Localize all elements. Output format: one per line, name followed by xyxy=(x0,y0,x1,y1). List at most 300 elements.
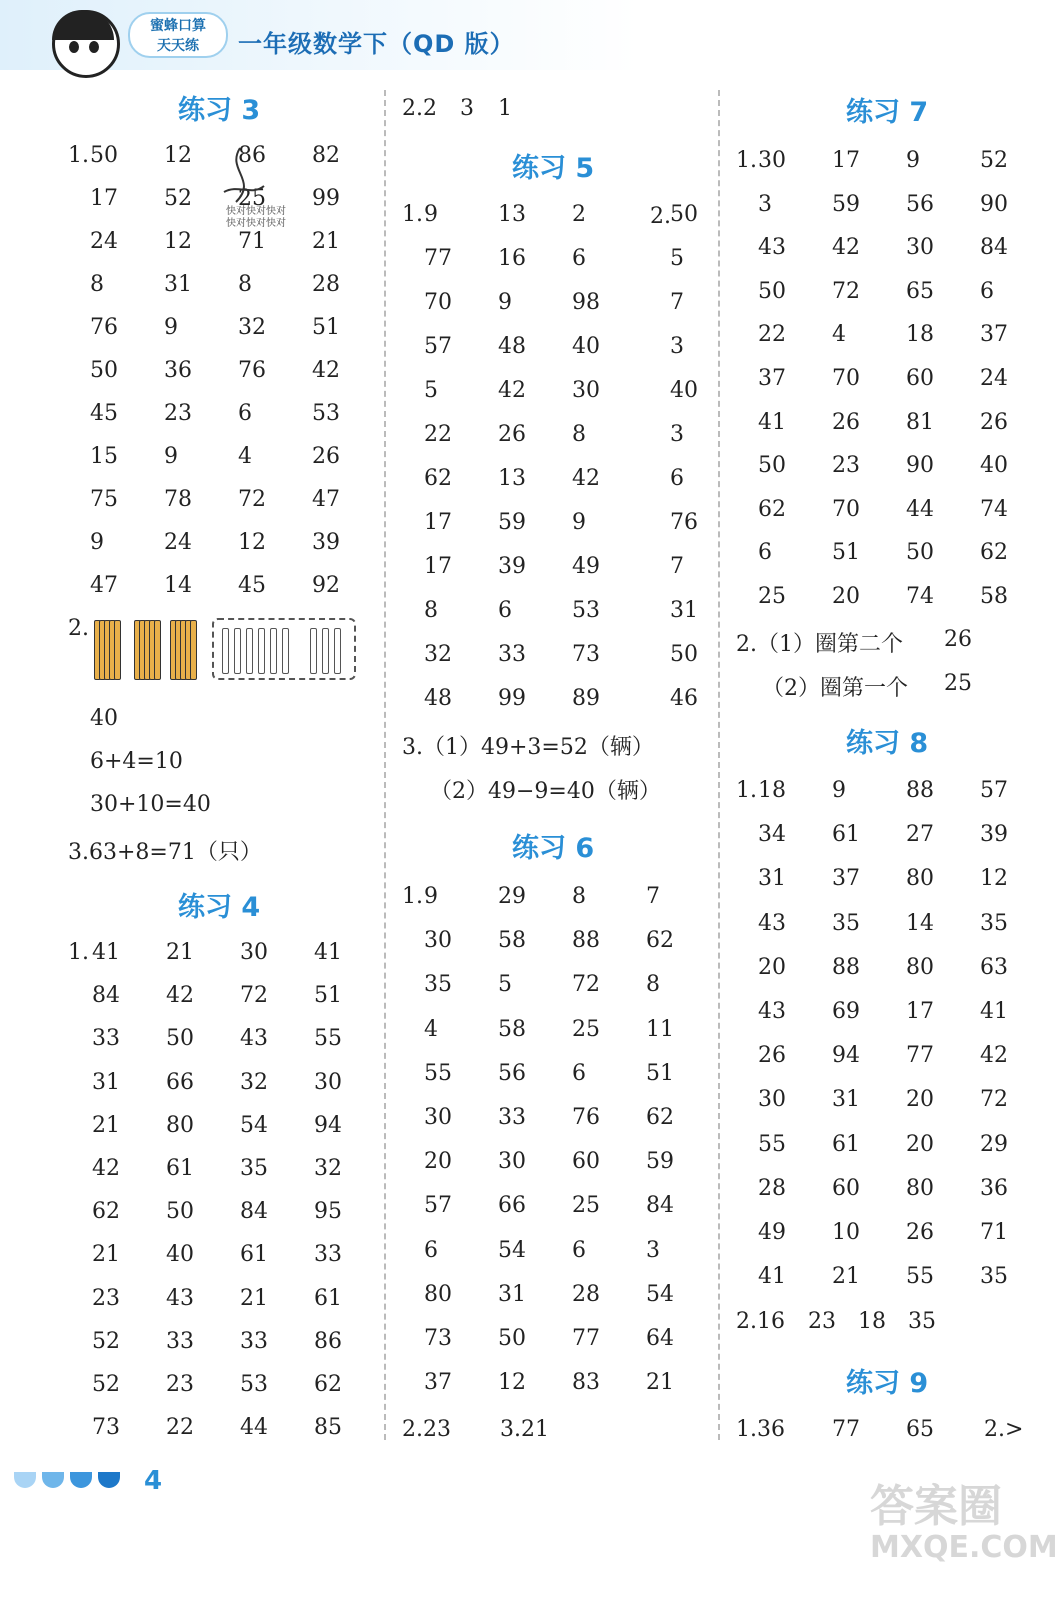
answer-cell: 78 xyxy=(164,487,192,512)
answer-line: 3.63+8=71（只） xyxy=(68,840,262,865)
answer-cell: 46 xyxy=(670,686,698,711)
answer-cell: 84 xyxy=(646,1193,674,1219)
answer-cell: 18 xyxy=(858,1309,886,1334)
answer-cell: 49 xyxy=(572,554,600,579)
answer-cell: 94 xyxy=(832,1043,860,1069)
answer-cell: 9 xyxy=(164,315,178,340)
answer-cell: 20 xyxy=(424,1149,452,1175)
answer-cell: 22 xyxy=(166,1415,194,1441)
answer-cell: 76 xyxy=(670,510,698,535)
answer-cell: 22 xyxy=(758,322,786,348)
answer-cell: 12 xyxy=(498,1370,526,1396)
answer-cell: 84 xyxy=(92,983,120,1009)
answer-cell: 81 xyxy=(906,409,934,435)
answer-cell: 37 xyxy=(832,866,860,892)
answer-cell: 24 xyxy=(164,530,192,555)
answer-cell: 12 xyxy=(238,530,266,555)
answer-line: （2）49−9=40（辆） xyxy=(430,779,661,804)
answer-cell: 25 xyxy=(572,1016,600,1042)
answer-cell: 20 xyxy=(906,1131,934,1157)
answer-cell: 41 xyxy=(92,940,120,965)
section-title-4: 练习 4 xyxy=(178,892,261,923)
answer-cell: 55 xyxy=(758,1131,786,1157)
answer-cell: 59 xyxy=(498,510,526,535)
answer-cell: 9 xyxy=(164,444,178,469)
section-title-5: 练习 5 xyxy=(512,153,595,184)
answer-cell: 48 xyxy=(498,334,526,359)
answer-cell: 43 xyxy=(166,1285,194,1311)
answer-cell: 50 xyxy=(906,540,934,566)
answer-cell: 41 xyxy=(980,999,1008,1024)
answer-cell: 62 xyxy=(314,1372,342,1397)
answer-cell: 2.2 xyxy=(402,96,437,121)
answer-cell: 86 xyxy=(238,143,266,168)
answer-cell: 33 xyxy=(498,1105,526,1130)
answer-cell: 43 xyxy=(758,235,786,261)
section-title-7: 练习 7 xyxy=(846,97,929,128)
answer-cell: 52 xyxy=(92,1328,120,1354)
answer-cell: 8 xyxy=(572,422,586,447)
answer-cell: 58 xyxy=(498,1016,526,1042)
answer-cell: 41 xyxy=(314,940,342,965)
answer-cell: 72 xyxy=(980,1087,1008,1113)
answer-cell: 27 xyxy=(906,822,934,848)
answer-cell: 3 xyxy=(460,96,474,121)
answer-cell: 56 xyxy=(906,191,934,217)
answer-cell: 4 xyxy=(832,322,846,348)
answer-cell: 42 xyxy=(832,235,860,261)
answer-cell: 88 xyxy=(832,954,860,980)
answer-cell: 95 xyxy=(314,1199,342,1225)
answer-cell: 3 xyxy=(670,334,684,359)
answer-cell: 26 xyxy=(498,422,526,447)
watermark-line1: 答案圈 xyxy=(870,1481,1002,1532)
section-title-8: 练习 8 xyxy=(846,728,929,759)
answer-cell: 72 xyxy=(572,972,600,998)
answer-cell: 37 xyxy=(980,322,1008,348)
answer-cell: 8 xyxy=(646,972,660,998)
question-label: 2. xyxy=(68,616,89,641)
answer-cell: 42 xyxy=(498,378,526,403)
watermark-line2: MXQE.COM xyxy=(870,1530,1058,1565)
answer-cell: 58 xyxy=(498,928,526,954)
answer-cell: 37 xyxy=(424,1370,452,1396)
answer-cell: 14 xyxy=(164,573,192,598)
answer-cell: 58 xyxy=(980,584,1008,609)
answer-cell: 32 xyxy=(240,1069,268,1095)
column-divider xyxy=(718,90,720,1440)
answer-line: 6+4=10 xyxy=(90,749,183,774)
answer-cell: 22 xyxy=(424,422,452,447)
note-line: 快对快对快对 xyxy=(226,206,286,217)
question-label: 1. xyxy=(402,202,423,227)
answer-cell: 9 xyxy=(424,884,438,909)
answer-cell: 42 xyxy=(166,983,194,1009)
answer-cell: 25 xyxy=(572,1193,600,1219)
answer-cell: 51 xyxy=(314,983,342,1009)
answer-cell: 3 xyxy=(758,191,772,217)
answer-cell: 33 xyxy=(166,1328,194,1354)
answer-cell: 30 xyxy=(906,235,934,261)
answer-cell: 17 xyxy=(90,186,118,211)
answer-cell: 9 xyxy=(832,778,846,803)
answer-cell: 70 xyxy=(832,366,860,391)
answer-cell: 25 xyxy=(238,186,266,211)
answer-cell: 62 xyxy=(424,466,452,491)
answer-cell: 6 xyxy=(238,401,252,426)
mascot-icon xyxy=(52,10,120,78)
answer-cell: 59 xyxy=(646,1149,674,1175)
answer-cell: 63 xyxy=(980,954,1008,980)
answer-cell: 3 xyxy=(670,422,684,447)
answer-cell: 23 xyxy=(92,1285,120,1311)
column-divider xyxy=(384,90,386,1440)
answer-cell: 69 xyxy=(832,999,860,1024)
answer-cell: 35 xyxy=(980,1264,1008,1290)
answer-cell: 61 xyxy=(314,1285,342,1311)
answer-cell: 70 xyxy=(832,496,860,522)
bundle-icon xyxy=(134,620,162,678)
answer-cell: 30 xyxy=(572,378,600,403)
answer-cell: 80 xyxy=(166,1112,194,1138)
answer-cell: 28 xyxy=(572,1281,600,1307)
answer-cell: 76 xyxy=(572,1105,600,1130)
answer-cell: 7 xyxy=(670,290,684,315)
answer-cell: 31 xyxy=(164,272,192,297)
answer-cell: 9 xyxy=(906,148,920,173)
footer-decoration xyxy=(14,1472,126,1492)
answer-cell: 51 xyxy=(312,315,340,340)
answer-cell: 52 xyxy=(92,1372,120,1397)
answer-cell: 34 xyxy=(758,822,786,848)
answer-cell: 59 xyxy=(832,191,860,217)
question-label: 1. xyxy=(68,143,89,168)
answer-cell: 9 xyxy=(90,530,104,555)
answer-cell: 28 xyxy=(312,272,340,297)
answer-cell: 86 xyxy=(314,1328,342,1354)
answer-cell: 17 xyxy=(832,148,860,173)
answer-cell: 83 xyxy=(572,1370,600,1396)
answer-cell: 70 xyxy=(424,290,452,315)
answer-cell: 55 xyxy=(906,1264,934,1290)
answer-cell: 28 xyxy=(758,1175,786,1201)
answer-cell: 84 xyxy=(240,1199,268,1225)
answer-cell: 80 xyxy=(906,954,934,980)
answer-cell: 30 xyxy=(424,928,452,954)
answer-cell: 32 xyxy=(424,642,452,667)
answer-cell: 21 xyxy=(646,1370,674,1396)
answer-cell: 66 xyxy=(498,1193,526,1219)
answer-cell: 84 xyxy=(980,235,1008,261)
note-line: 快对快对快对 xyxy=(226,218,286,229)
answer-cell: 75 xyxy=(90,487,118,512)
answer-line: 2.> xyxy=(984,1417,1024,1442)
page-number: 4 xyxy=(144,1466,163,1496)
answer-cell: 72 xyxy=(238,487,266,512)
answer-cell: 17 xyxy=(424,510,452,535)
answer-cell: 62 xyxy=(758,496,786,522)
answer-cell: 21 xyxy=(240,1285,268,1311)
dot-icon xyxy=(42,1472,64,1488)
answer-cell: 71 xyxy=(980,1220,1008,1245)
answer-value: 26 xyxy=(944,627,972,652)
answer-cell: 40 xyxy=(980,453,1008,479)
answer-cell: 18 xyxy=(906,322,934,348)
answer-cell: 33 xyxy=(314,1242,342,1268)
answer-cell: 9 xyxy=(424,202,438,227)
answer-cell: 74 xyxy=(980,496,1008,522)
answer-cell: 14 xyxy=(906,910,934,936)
section-title-9: 练习 9 xyxy=(846,1368,929,1399)
answer-cell: 54 xyxy=(240,1112,268,1138)
answer-cell: 26 xyxy=(906,1220,934,1245)
answer-cell: 6 xyxy=(424,1237,438,1263)
answer-cell: 31 xyxy=(670,598,698,623)
answer-cell: 31 xyxy=(92,1069,120,1095)
answer-cell: 35 xyxy=(908,1309,936,1334)
question-label: 2. xyxy=(650,204,671,229)
answer-cell: 50 xyxy=(670,202,698,227)
answer-cell: 61 xyxy=(832,822,860,848)
answer-cell: 23 xyxy=(166,1372,194,1397)
answer-cell: 50 xyxy=(758,453,786,479)
answer-cell: 3 xyxy=(646,1237,660,1263)
answer-cell: 21 xyxy=(92,1112,120,1138)
answer-cell: 61 xyxy=(832,1131,860,1157)
answer-cell: 53 xyxy=(312,401,340,426)
answer-cell: 7 xyxy=(670,554,684,579)
answer-cell: 20 xyxy=(832,584,860,609)
answer-line: 3.（1）49+3=52（辆） xyxy=(402,735,654,760)
answer-cell: 30 xyxy=(758,148,786,173)
answer-cell: 35 xyxy=(980,910,1008,936)
answer-cell: 47 xyxy=(90,573,118,598)
answer-cell: 99 xyxy=(312,186,340,211)
loose-sticks-box xyxy=(212,618,356,680)
answer-cell: 24 xyxy=(90,229,118,254)
answer-cell: 52 xyxy=(164,186,192,211)
answer-cell: 92 xyxy=(312,573,340,598)
answer-cell: 85 xyxy=(314,1415,342,1441)
answer-cell: 9 xyxy=(498,290,512,315)
answer-cell: 72 xyxy=(832,278,860,304)
answer-cell: 77 xyxy=(906,1043,934,1069)
answer-cell: 61 xyxy=(240,1242,268,1268)
answer-cell: 80 xyxy=(906,1175,934,1201)
answer-cell: 17 xyxy=(906,999,934,1024)
answer-cell: 98 xyxy=(572,290,600,315)
answer-cell: 30 xyxy=(424,1105,452,1130)
answer-cell: 60 xyxy=(832,1175,860,1201)
answer-cell: 65 xyxy=(906,278,934,304)
answer-line: 40 xyxy=(90,706,118,731)
answer-cell: 50 xyxy=(670,642,698,667)
answer-cell: 42 xyxy=(92,1156,120,1181)
answer-cell: 74 xyxy=(906,584,934,609)
answer-cell: 80 xyxy=(424,1281,452,1307)
section-title-6: 练习 6 xyxy=(512,833,595,864)
answer-cell: 56 xyxy=(498,1060,526,1086)
answer-cell: 39 xyxy=(312,530,340,555)
answer-cell: 90 xyxy=(906,453,934,479)
answer-cell: 18 xyxy=(758,778,786,803)
answer-cell: 72 xyxy=(240,983,268,1009)
brand-line2: 天天练 xyxy=(157,38,199,54)
bundle-icon xyxy=(94,620,122,678)
answer-cell: 33 xyxy=(92,1026,120,1052)
answer-cell: 23 xyxy=(808,1309,836,1334)
answer-cell: 8 xyxy=(90,272,104,297)
answer-cell: 36 xyxy=(164,358,192,383)
answer-cell: 23 xyxy=(832,453,860,479)
answer-cell: 7 xyxy=(646,884,660,909)
answer-cell: 29 xyxy=(498,884,526,909)
answer-cell: 6 xyxy=(498,598,512,623)
answer-cell: 26 xyxy=(312,444,340,469)
book-title: 一年级数学下（QD 版） xyxy=(238,30,515,58)
answer-cell: 2 xyxy=(572,202,586,227)
answer-cell: 6 xyxy=(670,466,684,491)
answer-cell: 73 xyxy=(424,1326,452,1351)
answer-cell: 60 xyxy=(906,366,934,391)
answer-cell: 1.36 xyxy=(736,1417,785,1442)
answer-cell: 26 xyxy=(980,409,1008,435)
answer-cell: 53 xyxy=(240,1372,268,1397)
answer-cell: 51 xyxy=(646,1060,674,1086)
answer-cell: 5 xyxy=(670,246,684,271)
watermark-logo xyxy=(870,1482,1058,1564)
answer-cell: 41 xyxy=(758,1264,786,1290)
answer-cell: 21 xyxy=(312,229,340,254)
question-label: 1. xyxy=(736,778,757,803)
answer-cell: 44 xyxy=(906,496,934,522)
answer-cell: 50 xyxy=(758,278,786,304)
answer-cell: 61 xyxy=(166,1156,194,1181)
answer-cell: 80 xyxy=(906,866,934,892)
answer-cell: 30 xyxy=(758,1087,786,1113)
answer-cell: 6 xyxy=(572,1060,586,1086)
answer-cell: 33 xyxy=(498,642,526,667)
dot-icon xyxy=(98,1472,120,1488)
answer-cell: 50 xyxy=(90,143,118,168)
answer-cell: 13 xyxy=(498,202,526,227)
answer-cell: 66 xyxy=(166,1069,194,1095)
answer-cell: 12 xyxy=(980,866,1008,892)
answer-cell: 31 xyxy=(832,1087,860,1113)
answer-cell: 8 xyxy=(424,598,438,623)
answer-cell: 17 xyxy=(424,554,452,579)
answer-cell: 88 xyxy=(906,778,934,803)
answer-cell: 50 xyxy=(166,1026,194,1052)
answer-cell: 21 xyxy=(832,1264,860,1290)
answer-cell: 42 xyxy=(980,1043,1008,1069)
answer-cell: 43 xyxy=(758,910,786,936)
answer-cell: 60 xyxy=(572,1149,600,1175)
answer-cell: 62 xyxy=(92,1199,120,1225)
answer-cell: 48 xyxy=(424,686,452,711)
answer-cell: 8 xyxy=(572,884,586,909)
answer-cell: 53 xyxy=(572,598,600,623)
answer-cell: 57 xyxy=(424,1193,452,1219)
answer-cell: 30 xyxy=(314,1069,342,1095)
answer-cell: 24 xyxy=(980,366,1008,391)
answer-cell: 5 xyxy=(498,972,512,998)
answer-cell: 55 xyxy=(314,1026,342,1052)
answer-cell: 94 xyxy=(314,1112,342,1138)
answer-cell: 77 xyxy=(424,246,452,271)
answer-line: 2.（1）圈第二个 xyxy=(736,632,903,657)
answer-cell: 43 xyxy=(240,1026,268,1052)
answer-line: 2.23 xyxy=(402,1417,451,1442)
answer-cell: 13 xyxy=(498,466,526,491)
answer-cell: 12 xyxy=(164,143,192,168)
answer-cell: 10 xyxy=(832,1220,860,1245)
answer-cell: 8 xyxy=(238,272,252,297)
answer-cell: 39 xyxy=(980,822,1008,848)
answer-cell: 90 xyxy=(980,191,1008,217)
answer-cell: 26 xyxy=(758,1043,786,1069)
answer-cell: 32 xyxy=(314,1156,342,1181)
page-header xyxy=(0,0,1064,80)
answer-cell: 31 xyxy=(498,1281,526,1307)
answer-cell: 6 xyxy=(572,246,586,271)
answer-line: （2）圈第一个 xyxy=(762,676,908,701)
answer-cell: 52 xyxy=(980,148,1008,173)
answer-cell: 45 xyxy=(238,573,266,598)
answer-cell: 2.16 xyxy=(736,1309,785,1334)
answer-cell: 30 xyxy=(498,1149,526,1175)
answer-cell: 47 xyxy=(312,487,340,512)
answer-cell: 71 xyxy=(238,229,266,254)
answer-cell: 6 xyxy=(980,278,994,304)
answer-cell: 73 xyxy=(572,642,600,667)
answer-cell: 40 xyxy=(166,1242,194,1268)
answer-cell: 89 xyxy=(572,686,600,711)
question-label: 1. xyxy=(736,148,757,173)
dot-icon xyxy=(14,1472,36,1488)
answer-cell: 35 xyxy=(832,910,860,936)
answer-cell: 37 xyxy=(758,366,786,391)
answer-cell: 32 xyxy=(238,315,266,340)
answer-cell: 99 xyxy=(498,686,526,711)
answer-cell: 23 xyxy=(164,401,192,426)
dot-icon xyxy=(70,1472,92,1488)
bundle-icon xyxy=(170,620,198,678)
answer-cell: 42 xyxy=(312,358,340,383)
answer-cell: 88 xyxy=(572,928,600,954)
answer-cell: 73 xyxy=(92,1415,120,1441)
answer-cell: 26 xyxy=(832,409,860,435)
answer-cell: 25 xyxy=(758,584,786,609)
answer-cell: 43 xyxy=(758,999,786,1024)
answer-cell: 40 xyxy=(670,378,698,403)
answer-cell: 6 xyxy=(758,540,772,566)
answer-cell: 54 xyxy=(498,1237,526,1263)
answer-cell: 44 xyxy=(240,1415,268,1441)
answer-cell: 1 xyxy=(498,96,512,121)
answer-cell: 31 xyxy=(758,866,786,892)
answer-cell: 50 xyxy=(166,1199,194,1225)
brand-logo xyxy=(128,12,228,58)
answer-cell: 6 xyxy=(572,1237,586,1263)
answer-cell: 4 xyxy=(238,444,252,469)
section-title-3: 练习 3 xyxy=(178,95,261,126)
answer-cell: 9 xyxy=(572,510,586,535)
answer-cell: 39 xyxy=(498,554,526,579)
answer-cell: 77 xyxy=(572,1326,600,1351)
answer-cell: 57 xyxy=(424,334,452,359)
answer-cell: 49 xyxy=(758,1220,786,1245)
